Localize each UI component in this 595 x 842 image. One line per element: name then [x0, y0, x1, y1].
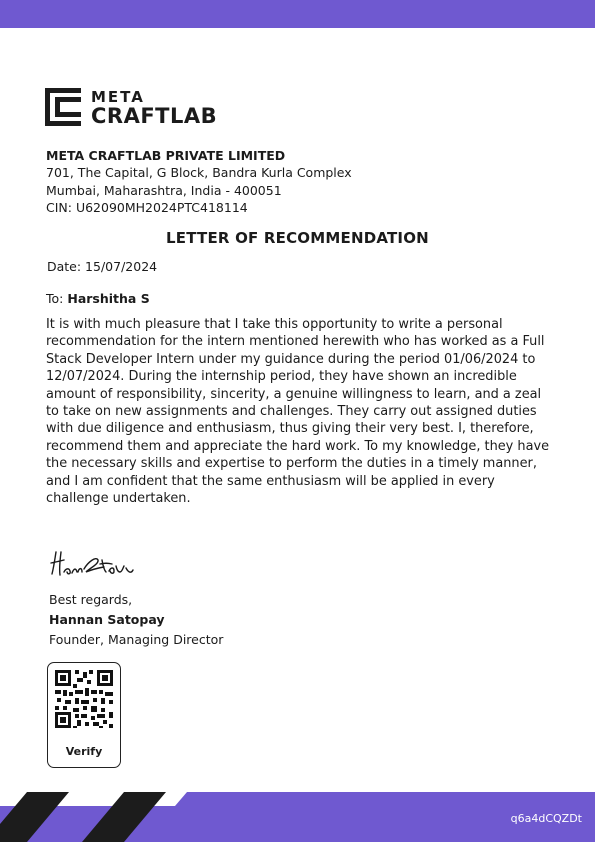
logo-text-craftlab: CRAFTLAB: [91, 104, 218, 128]
recipient-name: Harshitha S: [67, 291, 150, 306]
letter-date: Date: 15/07/2024: [47, 259, 158, 274]
company-cin: CIN: U62090MH2024PTC418114: [46, 199, 248, 215]
letter-body: [46, 316, 558, 507]
signatory-role: Founder, Managing Director: [49, 632, 224, 647]
logo-mark-icon: [45, 88, 81, 126]
company-logo: [45, 88, 225, 128]
verify-label[interactable]: Verify: [65, 745, 103, 758]
logo-text-meta: META: [91, 88, 145, 106]
recipient-label: To:: [46, 291, 68, 306]
signature-image: [46, 548, 136, 582]
closing-block: [49, 590, 223, 650]
company-name: META CRAFTLAB PRIVATE LIMITED: [46, 148, 286, 163]
top-accent-bar: [0, 0, 595, 28]
company-details: [46, 147, 352, 216]
footer-band: [0, 792, 595, 842]
company-address-line1: 701, The Capital, G Block, Bandra Kurla Complex: [46, 165, 352, 181]
closing-regards: Best regards,: [49, 592, 133, 607]
signatory-name: Hannan Satopay: [49, 612, 165, 627]
recipient: [46, 291, 150, 306]
company-address-line2: Mumbai, Maharashtra, India - 400051: [46, 182, 282, 198]
letter-body-paragraph: It is with much pleasure that I take this opportunity to write a personal recommendation for the intern mentioned herewith who has worked as a Full Stack Developer Intern under my guidance during the period 01/06/2024 to 12/07/2024. During the internship period, they have shown an incredible amount of responsibility, sincerity, a genuine willingness to learn, and a zeal to take on new assignments and challenges. They carry out assigned duties with due diligence and enthusiasm, thus giving their very best. I, therefore, recommend them and appreciate the hard work. To my knowledge, they have the necessary skills and expertise to perform the duties in a timely manner, and I am confident that the same enthusiasm will be applied in every challenge undertaken.: [46, 317, 550, 507]
letter-title: LETTER OF RECOMMENDATION: [166, 229, 429, 247]
verify-qr-card[interactable]: [47, 662, 121, 768]
document-code: q6a4dCQZDt: [510, 812, 582, 825]
qr-code-icon[interactable]: [53, 668, 115, 730]
